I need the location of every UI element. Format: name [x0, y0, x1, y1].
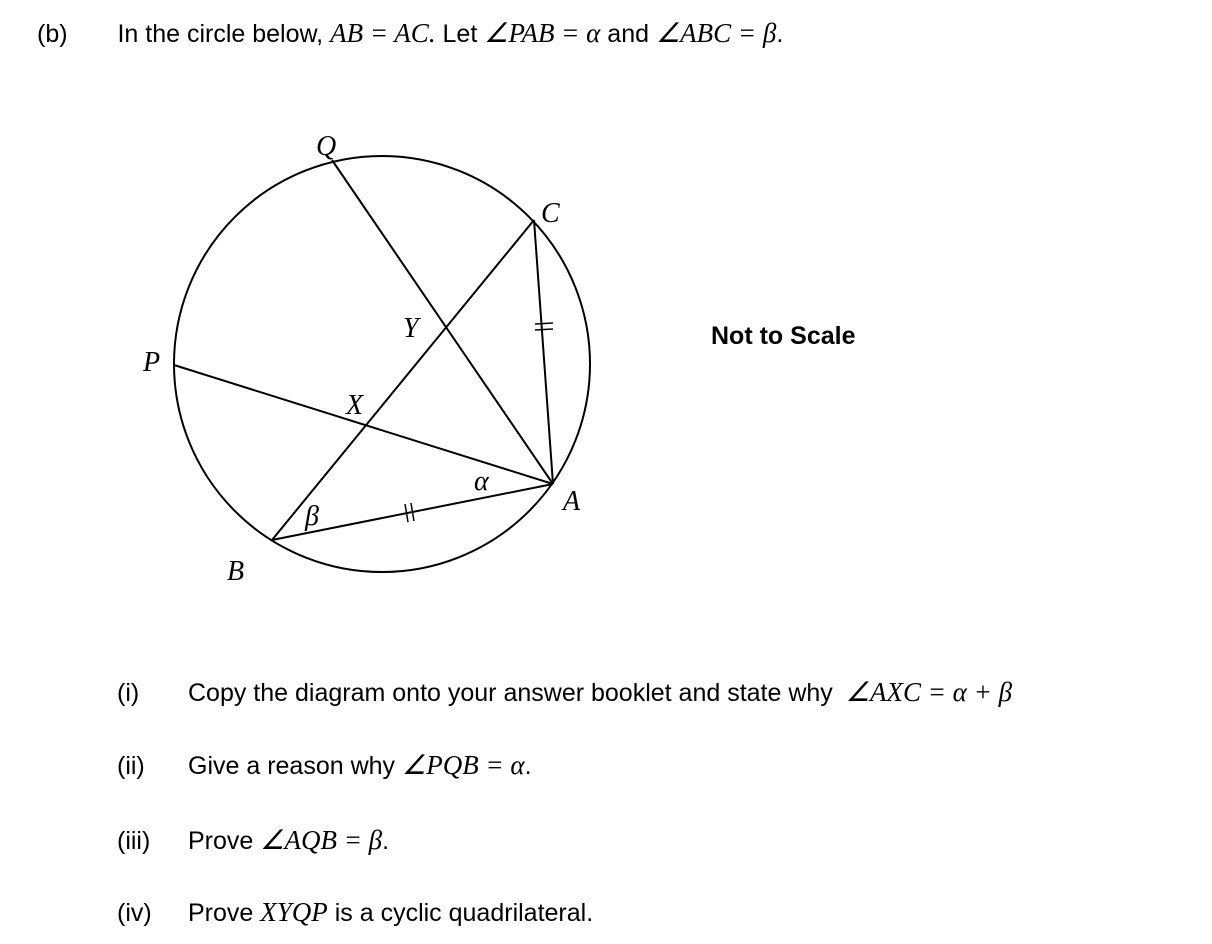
part-iii-end: . [382, 827, 390, 855]
part-iv-end: is a cyclic quadrilateral. [334, 899, 594, 927]
intro-math-pab: ∠PAB = α [484, 18, 601, 48]
chord-ca [534, 220, 553, 484]
not-to-scale-note: Not to Scale [711, 322, 856, 350]
part-i-text: Copy the diagram onto your answer booklet and state why [188, 679, 833, 707]
chord-bc [272, 220, 534, 540]
intro-math-ab-ac: AB = AC. [330, 18, 436, 48]
intro-and: and [607, 20, 650, 48]
part-iii-math: ∠AQB = β [260, 825, 383, 855]
point-label-a: A [563, 486, 581, 517]
intro-end: . [776, 20, 784, 48]
part-i-label: (i) [117, 679, 140, 707]
part-iv [117, 897, 593, 928]
point-label-c: C [541, 198, 560, 229]
part-i-math: ∠AXC = α + β [845, 677, 1013, 707]
part-ii [117, 750, 532, 781]
angle-label-beta: β [305, 501, 319, 532]
part-ii-end: . [524, 752, 532, 780]
point-label-p: P [143, 347, 161, 378]
part-iv-text: Prove [188, 899, 254, 927]
tick-ca-1 [535, 323, 553, 324]
point-label-b: B [227, 556, 245, 587]
intro-math-abc: ∠ABC = β [655, 18, 777, 48]
point-label-y: Y [403, 313, 419, 344]
part-label-b: (b) [37, 20, 68, 48]
point-label-q: Q [316, 131, 337, 162]
part-i [117, 677, 1012, 708]
point-label-x: X [346, 390, 364, 421]
tick-ca-2 [535, 329, 553, 330]
part-iii-text: Prove [188, 827, 254, 855]
chord-pa [174, 365, 553, 484]
intro-text: In the circle below, [117, 20, 324, 48]
circle [174, 156, 590, 572]
part-iv-math: XYQP [260, 897, 328, 927]
intro-let: Let [442, 20, 478, 48]
part-iii-label: (iii) [117, 827, 151, 855]
part-ii-math: ∠PQB = α [402, 750, 525, 780]
part-iii [117, 825, 389, 856]
part-ii-label: (ii) [117, 752, 145, 780]
angle-label-alpha: α [474, 466, 489, 497]
part-ii-text: Give a reason why [188, 752, 396, 780]
part-iv-label: (iv) [117, 899, 152, 927]
